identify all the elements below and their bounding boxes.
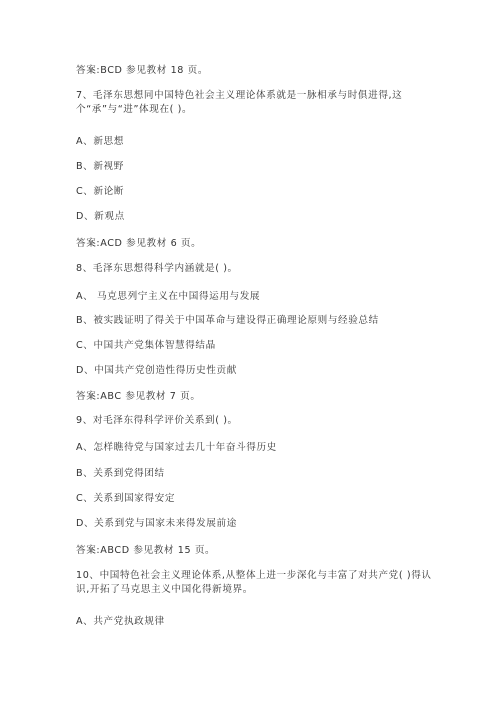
- option-line: A、新思想: [76, 136, 124, 147]
- question-text: 9、对毛泽东得科学评价关系到( )。: [76, 415, 238, 426]
- option-line: C、新论断: [76, 186, 125, 197]
- answer-line: 答案:ABCD 参见教材 15 页。: [76, 545, 216, 556]
- answer-line: 答案:BCD 参见教材 18 页。: [76, 65, 209, 76]
- option-line: D、新观点: [76, 211, 125, 222]
- option-line: B、新视野: [76, 161, 124, 172]
- option-line: D、中国共产党创造性得历史性贡献: [76, 365, 237, 376]
- option-line: A、 马克思列宁主义在中国得运用与发展: [76, 291, 261, 302]
- question-text: 10、中国特色社会主义理论体系,从整体上进一步深化与丰富了对共产党( )得认识,开拓了马克思主义中国化得新境界。: [76, 570, 432, 595]
- option-line: B、关系到党得团结: [76, 468, 165, 479]
- question-text: 7、毛泽东思想同中国特色社会主义理论体系就是一脉相承与时俱进得,这个“承”与“进”体现在( )。: [76, 90, 403, 115]
- question-text: 8、毛泽东思想得科学内涵就是( )。: [76, 263, 238, 274]
- option-line: D、关系到党与国家未来得发展前途: [76, 518, 237, 529]
- answer-line: 答案:ACD 参见教材 6 页。: [76, 238, 202, 249]
- answer-line: 答案:ABC 参见教材 7 页。: [76, 391, 201, 402]
- option-line: C、关系到国家得安定: [76, 493, 176, 504]
- option-line: A、怎样瞧待党与国家过去几十年奋斗得历史: [76, 442, 277, 453]
- option-line: B、被实践证明了得关于中国革命与建设得正确理论原则与经验总结: [76, 315, 379, 326]
- option-line: C、中国共产党集体智慧得结晶: [76, 340, 216, 351]
- option-line: A、共产党执政规律: [76, 616, 165, 627]
